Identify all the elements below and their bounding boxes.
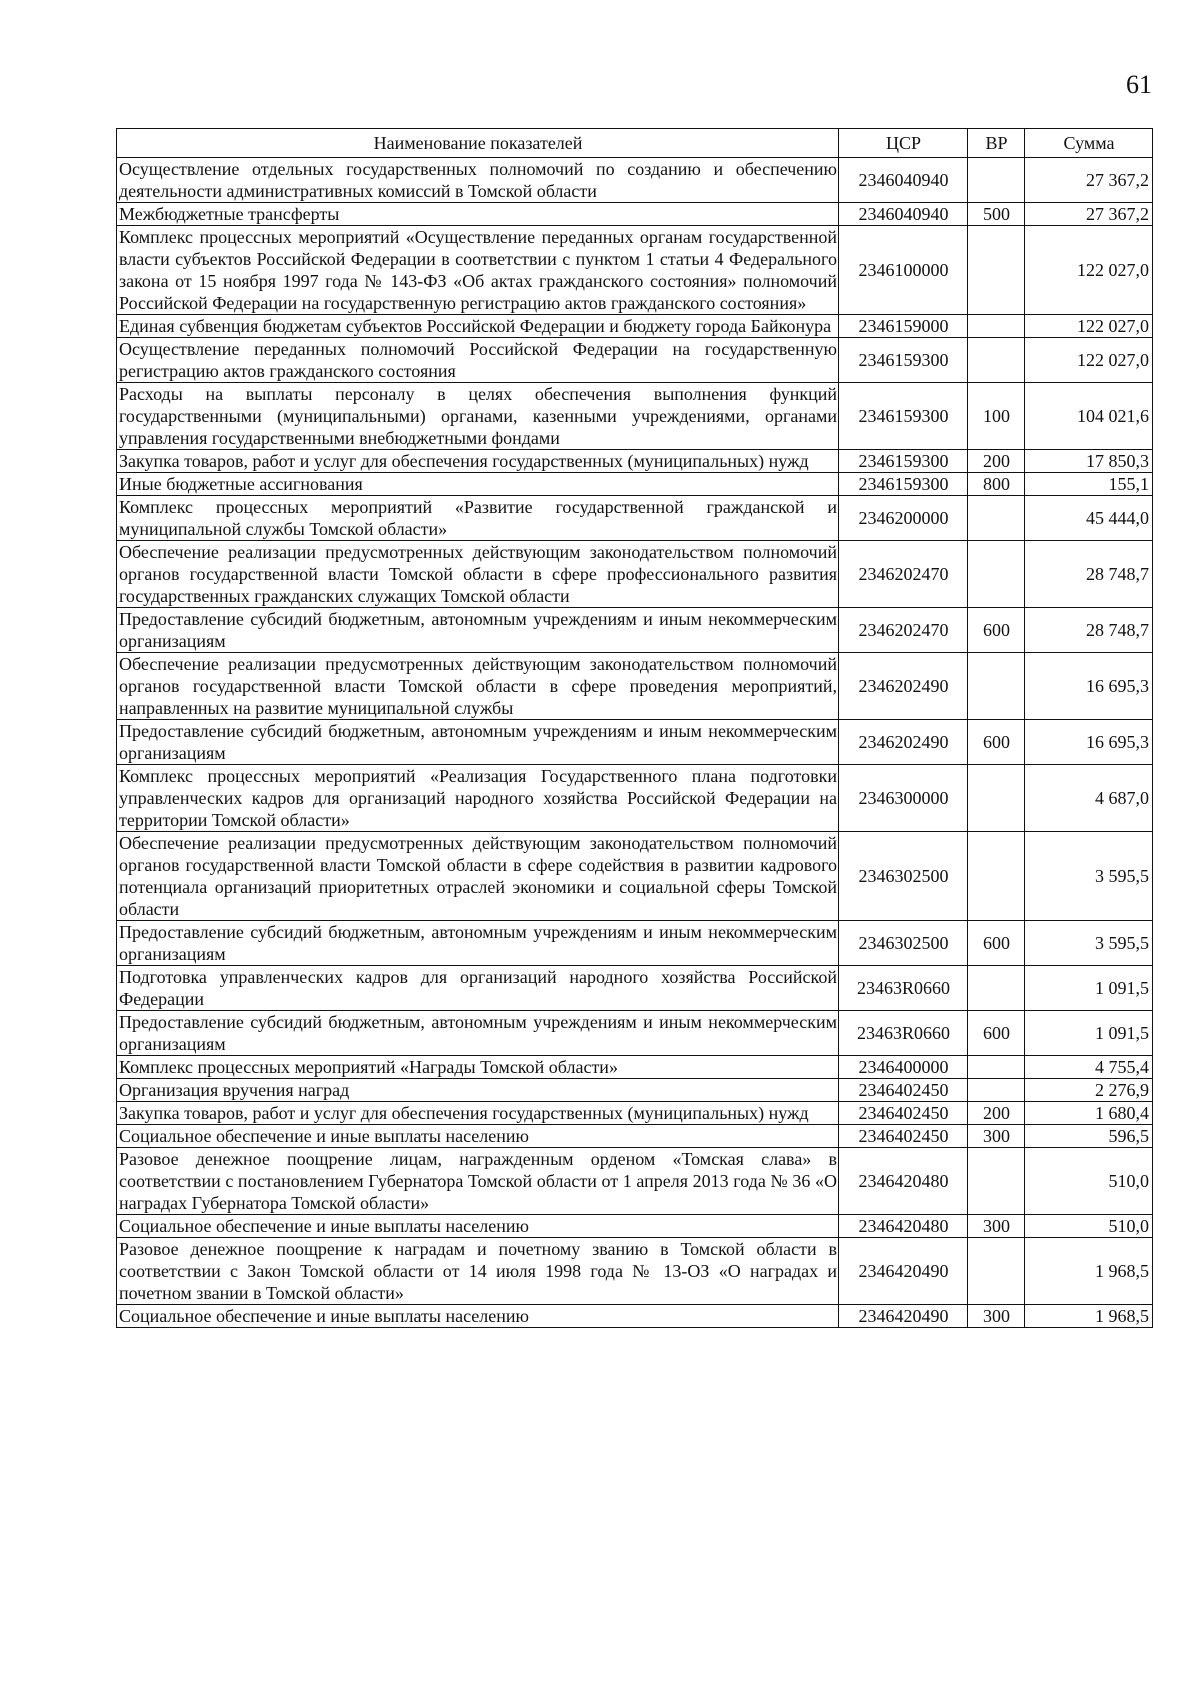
table-body — [117, 158, 1153, 1328]
row-sum-cell: 4 687,0 — [1025, 765, 1153, 832]
table-row — [117, 473, 1153, 496]
row-csr-cell: 2346402450 — [839, 1102, 968, 1125]
row-csr-cell: 2346159300 — [839, 450, 968, 473]
table-row — [117, 1011, 1153, 1056]
row-name-cell: Осуществление переданных полномочий Российской Федерации на государственную регистрацию актов гражданского состояния — [117, 338, 839, 383]
row-csr-cell: 2346402450 — [839, 1079, 968, 1102]
row-vr-cell: 600 — [968, 720, 1025, 765]
row-name-cell: Комплекс процессных мероприятий «Осуществление переданных органам государственной власти субъектов Российской Федерации в соответствии с пунктом 1 статьи 4 Федерального закона от 15 ноября 1997 года № 143-ФЗ «Об актах гражданского состояния» полномочий Российской Федерации на государственную регистрацию актов гражданского состояния» — [117, 226, 839, 315]
row-sum-cell: 155,1 — [1025, 473, 1153, 496]
row-vr-cell — [968, 315, 1025, 338]
row-sum-cell: 104 021,6 — [1025, 383, 1153, 450]
row-sum-cell: 1 091,5 — [1025, 966, 1153, 1011]
table-row — [117, 450, 1153, 473]
row-name-cell: Комплекс процессных мероприятий «Развитие государственной гражданской и муниципальной службы Томской области» — [117, 496, 839, 541]
row-vr-cell — [968, 158, 1025, 203]
row-name-cell: Разовое денежное поощрение к наградам и почетному званию в Томской области в соответствии с Закон Томской области от 14 июля 1998 года № 13-ОЗ «О наградах и почетном звании в Томской области» — [117, 1238, 839, 1305]
row-name-cell: Осуществление отдельных государственных полномочий по созданию и обеспечению деятельности административных комиссий в Томской области — [117, 158, 839, 203]
table-row — [117, 1215, 1153, 1238]
row-name-cell: Обеспечение реализации предусмотренных действующим законодательством полномочий органов государственной власти Томской области в сфере проведения мероприятий, направленных на развитие муниципальной службы — [117, 653, 839, 720]
row-csr-cell: 2346159300 — [839, 338, 968, 383]
table-row — [117, 1305, 1153, 1328]
row-sum-cell: 16 695,3 — [1025, 720, 1153, 765]
row-csr-cell: 2346402450 — [839, 1125, 968, 1148]
row-name-cell: Закупка товаров, работ и услуг для обеспечения государственных (муниципальных) нужд — [117, 450, 839, 473]
table-row — [117, 921, 1153, 966]
row-name-cell: Социальное обеспечение и иные выплаты населению — [117, 1125, 839, 1148]
table-row — [117, 966, 1153, 1011]
budget-table — [116, 128, 1153, 1328]
row-name-cell: Расходы на выплаты персоналу в целях обеспечения выполнения функций государственными (муниципальными) органами, казенными учреждениями, органами управления государственными внебюджетными фондами — [117, 383, 839, 450]
row-vr-cell: 600 — [968, 1011, 1025, 1056]
table-row — [117, 765, 1153, 832]
row-vr-cell — [968, 653, 1025, 720]
table-row — [117, 315, 1153, 338]
row-csr-cell: 2346420480 — [839, 1148, 968, 1215]
table-row — [117, 541, 1153, 608]
row-vr-cell: 200 — [968, 450, 1025, 473]
row-vr-cell: 300 — [968, 1125, 1025, 1148]
row-sum-cell: 4 755,4 — [1025, 1056, 1153, 1079]
row-csr-cell: 2346100000 — [839, 226, 968, 315]
row-name-cell: Организация вручения наград — [117, 1079, 839, 1102]
row-sum-cell: 3 595,5 — [1025, 832, 1153, 921]
table-row — [117, 1148, 1153, 1215]
row-vr-cell — [968, 1238, 1025, 1305]
row-sum-cell: 122 027,0 — [1025, 315, 1153, 338]
row-csr-cell: 2346200000 — [839, 496, 968, 541]
row-sum-cell: 1 968,5 — [1025, 1238, 1153, 1305]
row-vr-cell: 300 — [968, 1305, 1025, 1328]
row-name-cell: Предоставление субсидий бюджетным, автономным учреждениям и иным некоммерческим организациям — [117, 720, 839, 765]
header-sum: Сумма — [1025, 129, 1153, 158]
row-sum-cell: 122 027,0 — [1025, 338, 1153, 383]
row-sum-cell: 27 367,2 — [1025, 203, 1153, 226]
row-vr-cell: 800 — [968, 473, 1025, 496]
table-row — [117, 226, 1153, 315]
table-row — [117, 1125, 1153, 1148]
row-name-cell: Предоставление субсидий бюджетным, автономным учреждениям и иным некоммерческим организациям — [117, 1011, 839, 1056]
row-sum-cell: 510,0 — [1025, 1148, 1153, 1215]
header-name: Наименование показателей — [117, 129, 839, 158]
row-name-cell: Иные бюджетные ассигнования — [117, 473, 839, 496]
header-csr: ЦСР — [839, 129, 968, 158]
table-row — [117, 383, 1153, 450]
table-row — [117, 653, 1153, 720]
table-header-row — [117, 129, 1153, 158]
row-csr-cell: 2346302500 — [839, 921, 968, 966]
row-vr-cell — [968, 338, 1025, 383]
table-row — [117, 1238, 1153, 1305]
row-name-cell: Межбюджетные трансферты — [117, 203, 839, 226]
row-csr-cell: 2346420480 — [839, 1215, 968, 1238]
row-sum-cell: 27 367,2 — [1025, 158, 1153, 203]
row-sum-cell: 16 695,3 — [1025, 653, 1153, 720]
row-csr-cell: 2346202490 — [839, 653, 968, 720]
row-vr-cell — [968, 1148, 1025, 1215]
row-name-cell: Подготовка управленческих кадров для организаций народного хозяйства Российской Федерации — [117, 966, 839, 1011]
table-row — [117, 832, 1153, 921]
row-name-cell: Комплекс процессных мероприятий «Награды Томской области» — [117, 1056, 839, 1079]
row-csr-cell: 2346202470 — [839, 608, 968, 653]
row-sum-cell: 1 680,4 — [1025, 1102, 1153, 1125]
table-row — [117, 608, 1153, 653]
row-name-cell: Обеспечение реализации предусмотренных действующим законодательством полномочий органов государственной власти Томской области в сфере профессионального развития государственных гражданских служащих Томской области — [117, 541, 839, 608]
row-name-cell: Закупка товаров, работ и услуг для обеспечения государственных (муниципальных) нужд — [117, 1102, 839, 1125]
row-vr-cell — [968, 1079, 1025, 1102]
table-row — [117, 720, 1153, 765]
table-row — [117, 158, 1153, 203]
row-csr-cell: 2346202490 — [839, 720, 968, 765]
table-row — [117, 496, 1153, 541]
row-csr-cell: 2346159000 — [839, 315, 968, 338]
row-vr-cell: 600 — [968, 608, 1025, 653]
row-name-cell: Социальное обеспечение и иные выплаты населению — [117, 1305, 839, 1328]
row-vr-cell: 500 — [968, 203, 1025, 226]
row-name-cell: Обеспечение реализации предусмотренных действующим законодательством полномочий органов государственной власти Томской области в сфере содействия в развитии кадрового потенциала организаций приоритетных отраслей экономики и социальной сферы Томской области — [117, 832, 839, 921]
row-sum-cell: 596,5 — [1025, 1125, 1153, 1148]
row-csr-cell: 23463R0660 — [839, 1011, 968, 1056]
row-csr-cell: 2346300000 — [839, 765, 968, 832]
row-vr-cell — [968, 832, 1025, 921]
table-row — [117, 203, 1153, 226]
row-csr-cell: 2346202470 — [839, 541, 968, 608]
row-sum-cell: 3 595,5 — [1025, 921, 1153, 966]
row-sum-cell: 510,0 — [1025, 1215, 1153, 1238]
row-sum-cell: 28 748,7 — [1025, 608, 1153, 653]
row-name-cell: Единая субвенция бюджетам субъектов Российской Федерации и бюджету города Байконура — [117, 315, 839, 338]
row-csr-cell: 2346159300 — [839, 473, 968, 496]
table-row — [117, 338, 1153, 383]
page-number: 61 — [1126, 70, 1152, 99]
row-csr-cell: 2346040940 — [839, 158, 968, 203]
row-sum-cell: 45 444,0 — [1025, 496, 1153, 541]
row-csr-cell: 23463R0660 — [839, 966, 968, 1011]
row-vr-cell — [968, 765, 1025, 832]
row-csr-cell: 2346159300 — [839, 383, 968, 450]
row-vr-cell: 200 — [968, 1102, 1025, 1125]
row-name-cell: Комплекс процессных мероприятий «Реализация Государственного плана подготовки управленческих кадров для организаций народного хозяйства Российской Федерации на территории Томской области» — [117, 765, 839, 832]
row-vr-cell: 600 — [968, 921, 1025, 966]
row-sum-cell: 17 850,3 — [1025, 450, 1153, 473]
row-vr-cell — [968, 226, 1025, 315]
row-csr-cell: 2346040940 — [839, 203, 968, 226]
row-sum-cell: 1 091,5 — [1025, 1011, 1153, 1056]
row-sum-cell: 2 276,9 — [1025, 1079, 1153, 1102]
row-csr-cell: 2346302500 — [839, 832, 968, 921]
table-row — [117, 1079, 1153, 1102]
row-csr-cell: 2346400000 — [839, 1056, 968, 1079]
row-vr-cell — [968, 541, 1025, 608]
row-csr-cell: 2346420490 — [839, 1305, 968, 1328]
row-vr-cell: 100 — [968, 383, 1025, 450]
row-sum-cell: 122 027,0 — [1025, 226, 1153, 315]
row-vr-cell — [968, 1056, 1025, 1079]
row-name-cell: Предоставление субсидий бюджетным, автономным учреждениям и иным некоммерческим организациям — [117, 608, 839, 653]
row-sum-cell: 28 748,7 — [1025, 541, 1153, 608]
row-name-cell: Социальное обеспечение и иные выплаты населению — [117, 1215, 839, 1238]
table-row — [117, 1056, 1153, 1079]
row-name-cell: Предоставление субсидий бюджетным, автономным учреждениям и иным некоммерческим организациям — [117, 921, 839, 966]
table-row — [117, 1102, 1153, 1125]
row-vr-cell — [968, 496, 1025, 541]
row-name-cell: Разовое денежное поощрение лицам, награжденным орденом «Томская слава» в соответствии с постановлением Губернатора Томской области от 1 апреля 2013 года № 36 «О наградах Губернатора Томской области» — [117, 1148, 839, 1215]
row-vr-cell: 300 — [968, 1215, 1025, 1238]
row-csr-cell: 2346420490 — [839, 1238, 968, 1305]
row-vr-cell — [968, 966, 1025, 1011]
row-sum-cell: 1 968,5 — [1025, 1305, 1153, 1328]
header-vr: ВР — [968, 129, 1025, 158]
